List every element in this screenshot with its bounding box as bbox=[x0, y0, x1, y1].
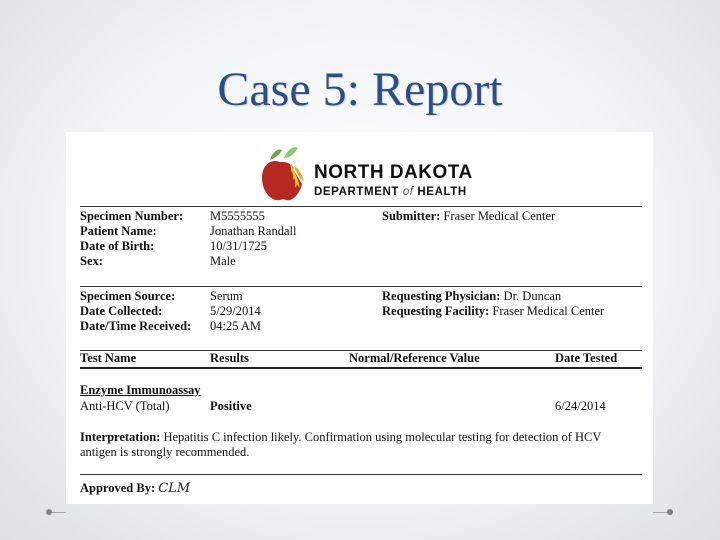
divider bbox=[80, 206, 642, 207]
specimen-number-value: M5555555 bbox=[210, 209, 265, 223]
decor-line-left bbox=[52, 512, 66, 513]
slide-title: Case 5: Report bbox=[217, 63, 503, 116]
specimen-source-value: Serum bbox=[210, 289, 243, 303]
decor-dot-left bbox=[46, 509, 52, 515]
submitter-label: Submitter: bbox=[382, 209, 441, 223]
physician-label: Requesting Physician: bbox=[382, 289, 501, 303]
apple-wheat-icon bbox=[260, 144, 310, 206]
header-date-tested: Date Tested bbox=[555, 351, 618, 365]
header-normal-value: Normal/Reference Value bbox=[349, 351, 480, 365]
facility-label: Requesting Facility: bbox=[382, 304, 490, 318]
approval-row bbox=[80, 481, 190, 496]
table-header-rule bbox=[80, 367, 642, 369]
sex-value: Male bbox=[210, 254, 236, 268]
physician-value: Dr. Duncan bbox=[503, 289, 562, 303]
logo-subtitle: DEPARTMENT of HEALTH bbox=[314, 186, 467, 198]
interpretation-text: Hepatitis C infection likely. Confirmation using molecular testing for detection of HCV antigen is strongly recommended. bbox=[80, 430, 602, 459]
test-name-cell: Anti-HCV (Total) bbox=[80, 399, 170, 413]
date-received-label: Date/Time Received: bbox=[80, 319, 192, 333]
approval-label: Approved By: bbox=[80, 481, 156, 495]
date-tested-cell: 6/24/2014 bbox=[555, 399, 606, 413]
sex-label: Sex: bbox=[80, 254, 103, 268]
decor-dot-right bbox=[667, 509, 673, 515]
divider bbox=[80, 286, 642, 287]
section-title: Enzyme Immunoassay bbox=[80, 383, 201, 397]
lab-report bbox=[66, 132, 653, 504]
facility-value: Fraser Medical Center bbox=[492, 304, 605, 318]
approval-signature: CLM bbox=[158, 481, 191, 496]
physician-row bbox=[382, 289, 561, 304]
date-collected-label: Date Collected: bbox=[80, 304, 163, 318]
patient-name-label: Patient Name: bbox=[80, 224, 157, 238]
submitter-row bbox=[382, 209, 555, 224]
specimen-number-label: Specimen Number: bbox=[80, 209, 184, 223]
dob-value: 10/31/1725 bbox=[210, 239, 267, 253]
specimen-source-label: Specimen Source: bbox=[80, 289, 176, 303]
header-results: Results bbox=[210, 351, 249, 365]
dob-label: Date of Birth: bbox=[80, 239, 155, 253]
date-received-value: 04:25 AM bbox=[210, 319, 262, 333]
interpretation bbox=[80, 430, 636, 460]
result-cell: Positive bbox=[210, 399, 252, 413]
submitter-value: Fraser Medical Center bbox=[443, 209, 556, 223]
date-collected-value: 5/29/2014 bbox=[210, 304, 261, 318]
logo-title: NORTH DAKOTA bbox=[314, 162, 473, 183]
divider bbox=[80, 474, 642, 475]
nd-health-logo bbox=[260, 144, 473, 206]
header-test-name: Test Name bbox=[80, 351, 137, 365]
patient-name-value: Jonathan Randall bbox=[210, 224, 297, 238]
facility-row bbox=[382, 304, 604, 319]
interpretation-label: Interpretation: bbox=[80, 430, 161, 444]
decor-line-right bbox=[653, 512, 667, 513]
